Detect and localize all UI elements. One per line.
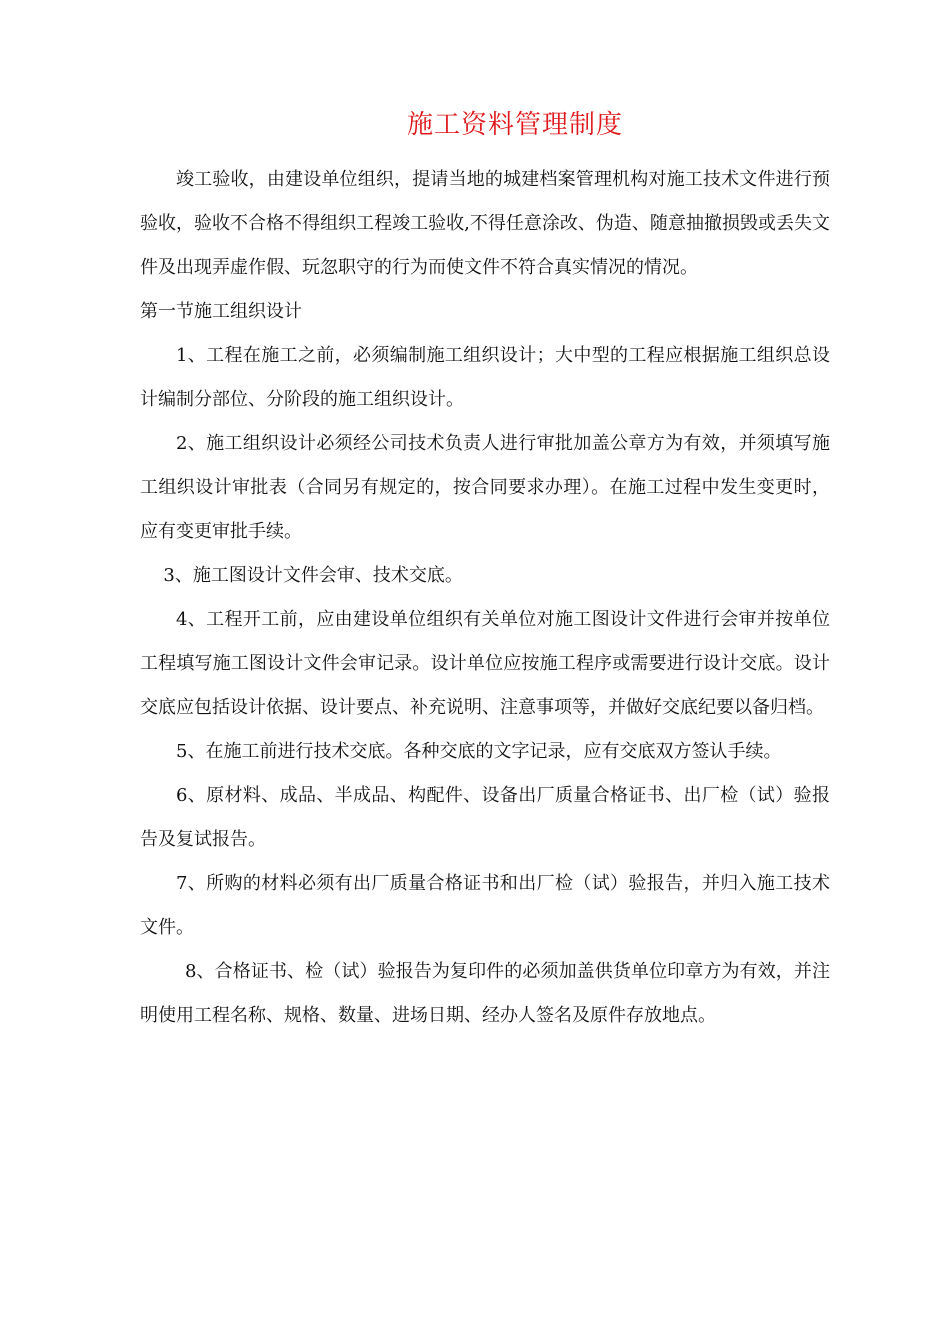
paragraph-intro: 竣工验收，由建设单位组织，提请当地的城建档案管理机构对施工技术文件进行预验收，验收不合格不得组织工程竣工验收,不得任意涂改、伪造、随意抽撤损毁或丢失文件及出现弄虚作假、玩忽职守的行为而使文件不符合真实情况的情况。 xyxy=(140,169,830,278)
paragraph-item-8: 8、合格证书、检（试）验报告为复印件的必须加盖供货单位印章方为有效，并注明使用工程名称、规格、数量、进场日期、经办人签名及原件存放地点。 xyxy=(140,961,830,1026)
document-body xyxy=(140,158,830,1038)
paragraph-item-1: 1、工程在施工之前，必须编制施工组织设计；大中型的工程应根据施工组织总设计编制分部位、分阶段的施工组织设计。 xyxy=(140,345,830,410)
paragraph-item-3: 3、施工图设计文件会审、技术交底。 xyxy=(163,565,463,586)
paragraph-item-7: 7、所购的材料必须有出厂质量合格证书和出厂检（试）验报告，并归入施工技术文件。 xyxy=(140,873,830,938)
paragraph-item-6: 6、原材料、成品、半成品、构配件、设备出厂质量合格证书、出厂检（试）验报告及复试报告。 xyxy=(140,785,830,850)
document-title: 施工资料管理制度 xyxy=(406,110,623,140)
section-heading: 第一节施工组织设计 xyxy=(140,301,302,322)
paragraph-item-5: 5、在施工前进行技术交底。各种交底的文字记录，应有交底双方签认手续。 xyxy=(176,741,782,762)
paragraph-item-2: 2、施工组织设计必须经公司技术负责人进行审批加盖公章方为有效，并须填写施工组织设计审批表（合同另有规定的，按合同要求办理）。在施工过程中发生变更时，应有变更审批手续。 xyxy=(140,433,830,542)
paragraph-item-4: 4、工程开工前，应由建设单位组织有关单位对施工图设计文件进行会审并按单位工程填写施工图设计文件会审记录。设计单位应按施工程序或需要进行设计交底。设计交底应包括设计依据、设计要点、补充说明、注意事项等，并做好交底纪要以备归档。 xyxy=(140,609,830,718)
